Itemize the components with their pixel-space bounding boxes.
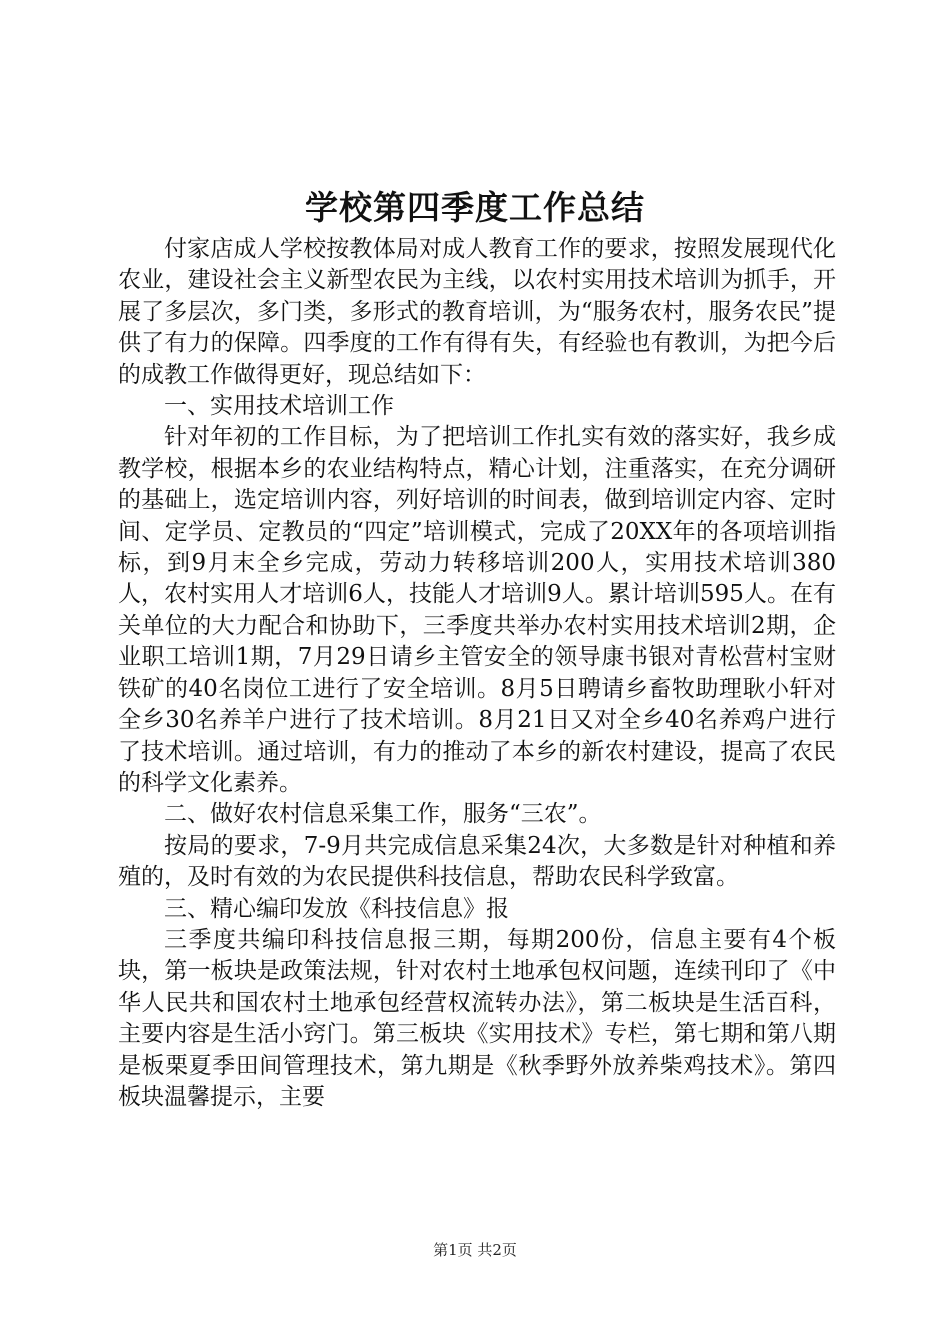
section-heading-1: 一、实用技术培训工作 [164, 393, 394, 420]
paragraph-intro: 付家店成人学校按教体局对成人教育工作的要求，按照发展现代化农业，建设社会主义新型农民为主线，以农村实用技术培训为抓手，开展了多层次，多门类，多形式的教育培训，为“服务农村，服务农民”提供了有力的保障。四季度的工作有得有失，有经验也有教训，为把今后的成教工作做得更好，现总结如下： [118, 236, 836, 388]
section-heading-2: 二、做好农村信息采集工作，服务“三农”。 [164, 801, 602, 828]
paragraph-training: 针对年初的工作目标，为了把培训工作扎实有效的落实好，我乡成教学校，根据本乡的农业结构特点，精心计划，注重落实，在充分调研的基础上，选定培训内容，列好培训的时间表，做到培训定内容、定时间、定学员、定教员的“四定”培训模式，完成了20XX年的各项培训指标，到9月末全乡完成，劳动力转移培训200人，实用技术培训380人，农村实用人才培训6人，技能人才培训9人。累计培训595人。在有关单位的大力配合和协助下，三季度共举办农村实用技术培训2期，企业职工培训1期，7月29日请乡主管安全的领导康书银对青松营村宝财铁矿的40名岗位工进行了安全培训。8月5日聘请乡畜牧助理耿小轩对全乡30名养羊户进行了技术培训。8月21日又对全乡40名养鸡户进行了技术培训。通过培训，有力的推动了本乡的新农村建设，提高了农民的科学文化素养。 [118, 424, 836, 796]
page-footer: 第1页 共2页 [433, 1241, 517, 1259]
document-body [118, 234, 836, 1113]
section-heading-3: 三、精心编印发放《科技信息》报 [164, 895, 509, 922]
document-title: 学校第四季度工作总结 [305, 188, 645, 227]
paragraph-info-collection: 按局的要求，7-9月共完成信息采集24次，大多数是针对种植和养殖的，及时有效的为农民提供科技信息，帮助农民科学致富。 [118, 832, 836, 891]
paragraph-newsletter: 三季度共编印科技信息报三期，每期200份，信息主要有4个板块，第一板块是政策法规，针对农村土地承包权问题，连续刊印了《中华人民共和国农村土地承包经营权流转办法》，第二板块是生活百科，主要内容是生活小窍门。第三板块《实用技术》专栏，第七期和第八期是板栗夏季田间管理技术，第九期是《秋季野外放养柴鸡技术》。第四板块温馨提示，主要 [118, 926, 836, 1110]
